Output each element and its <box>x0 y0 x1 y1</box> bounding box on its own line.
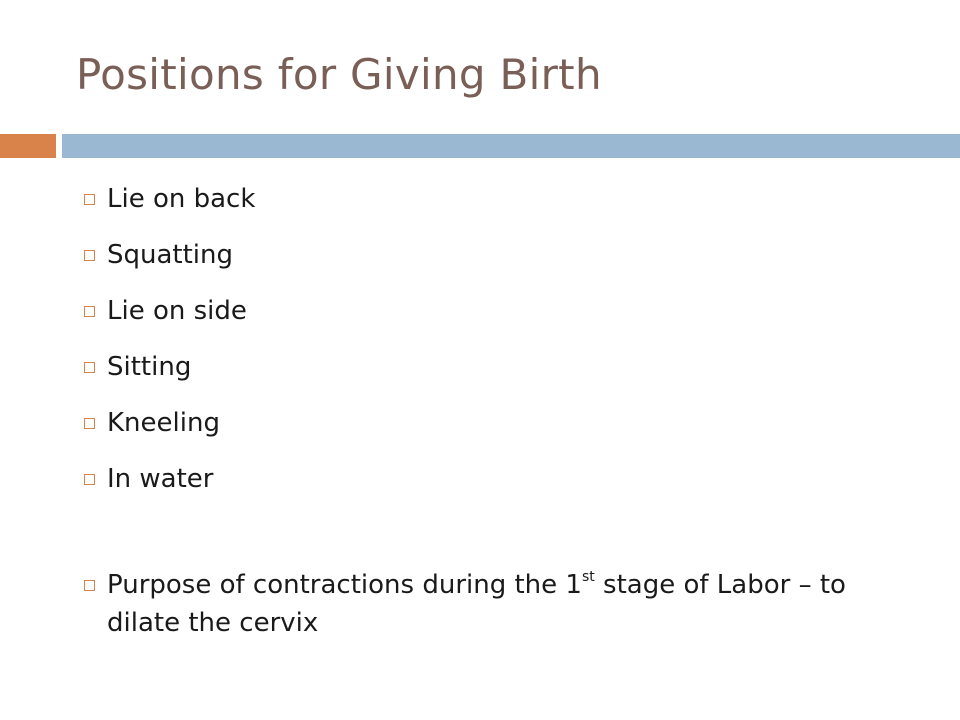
purpose-text <box>107 566 924 642</box>
ordinal-superscript: st <box>581 569 595 585</box>
bullet-item <box>84 342 924 398</box>
purpose-text-start: Purpose of contractions during the 1 <box>107 570 582 600</box>
bullet-text: Sitting <box>107 352 192 382</box>
square-bullet-icon <box>84 362 95 373</box>
square-bullet-icon <box>84 474 95 485</box>
purpose-text-end: stage of Labor – to dilate the cervix <box>107 570 846 638</box>
bullet-list <box>84 174 924 642</box>
bullet-text: Lie on side <box>107 296 247 326</box>
bullet-item <box>84 174 924 230</box>
purpose-bullet <box>84 566 924 642</box>
bullet-item <box>84 454 924 510</box>
accent-bar <box>0 134 56 158</box>
square-bullet-icon <box>84 580 95 591</box>
bullet-text: Lie on back <box>107 184 256 214</box>
title-underline-bar <box>62 134 960 158</box>
slide-title: Positions for Giving Birth <box>76 50 602 99</box>
square-bullet-icon <box>84 250 95 261</box>
bullet-item <box>84 286 924 342</box>
bullet-item <box>84 230 924 286</box>
square-bullet-icon <box>84 306 95 317</box>
bullet-text: In water <box>107 464 214 494</box>
bullet-text: Squatting <box>107 240 234 270</box>
square-bullet-icon <box>84 194 95 205</box>
bullet-item <box>84 398 924 454</box>
square-bullet-icon <box>84 418 95 429</box>
bullet-text: Kneeling <box>107 408 220 438</box>
